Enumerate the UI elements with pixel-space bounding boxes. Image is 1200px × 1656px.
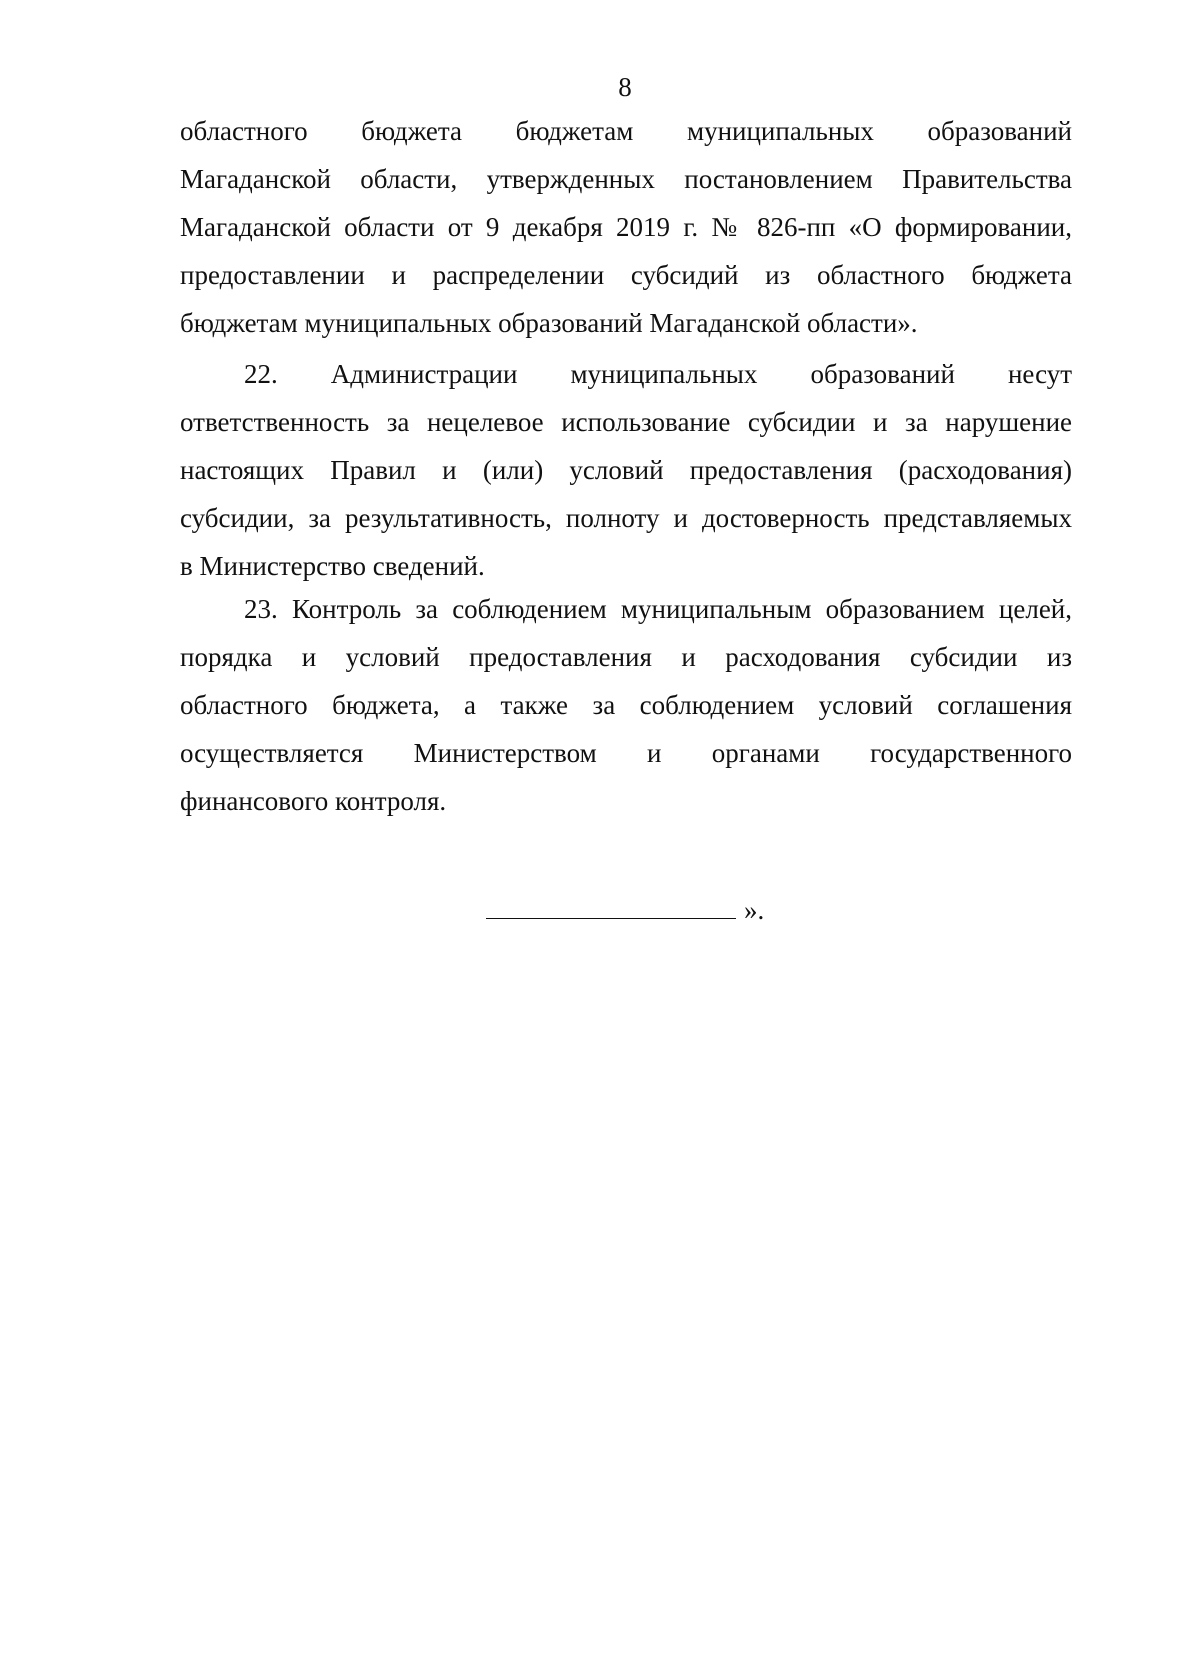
- paragraph-line: областного бюджета бюджетам муниципальных образований: [180, 116, 1072, 146]
- closing-quote-mark: ».: [744, 895, 765, 925]
- paragraph-line: порядка и условий предоставления и расходования субсидии из: [180, 642, 1072, 672]
- paragraph-line: бюджетам муниципальных образований Магаданской области».: [180, 308, 918, 338]
- paragraph-line: субсидии, за результативность, полноту и достоверность представляемых: [180, 503, 1072, 533]
- paragraph-line: 22. Администрации муниципальных образований несут: [244, 359, 1072, 389]
- paragraph-22: [180, 350, 1072, 590]
- paragraph-line: осуществляется Министерством и органами государственного: [180, 738, 1072, 768]
- paragraph-line: настоящих Правил и (или) условий предоставления (расходования): [180, 455, 1072, 485]
- paragraph-continued: [180, 107, 1072, 347]
- paragraph-line: финансового контроля.: [180, 786, 447, 816]
- page-number: 8: [618, 72, 632, 102]
- paragraph-line: Магаданской области от 9 декабря 2019 г. № 826-пп «О формировании,: [180, 212, 1072, 242]
- closing-rule: [486, 896, 736, 919]
- paragraph-line: ответственность за нецелевое использование субсидии и за нарушение: [180, 407, 1072, 437]
- paragraph-line: предоставлении и распределении субсидий из областного бюджета: [180, 260, 1072, 290]
- paragraph-23: [180, 585, 1072, 825]
- closing-line: [486, 890, 764, 930]
- paragraph-line: 23. Контроль за соблюдением муниципальным образованием целей,: [244, 594, 1072, 624]
- paragraph-line: областного бюджета, а также за соблюдением условий соглашения: [180, 690, 1072, 720]
- paragraph-line: Магаданской области, утвержденных постановлением Правительства: [180, 164, 1072, 194]
- paragraph-line: в Министерство сведений.: [180, 551, 485, 581]
